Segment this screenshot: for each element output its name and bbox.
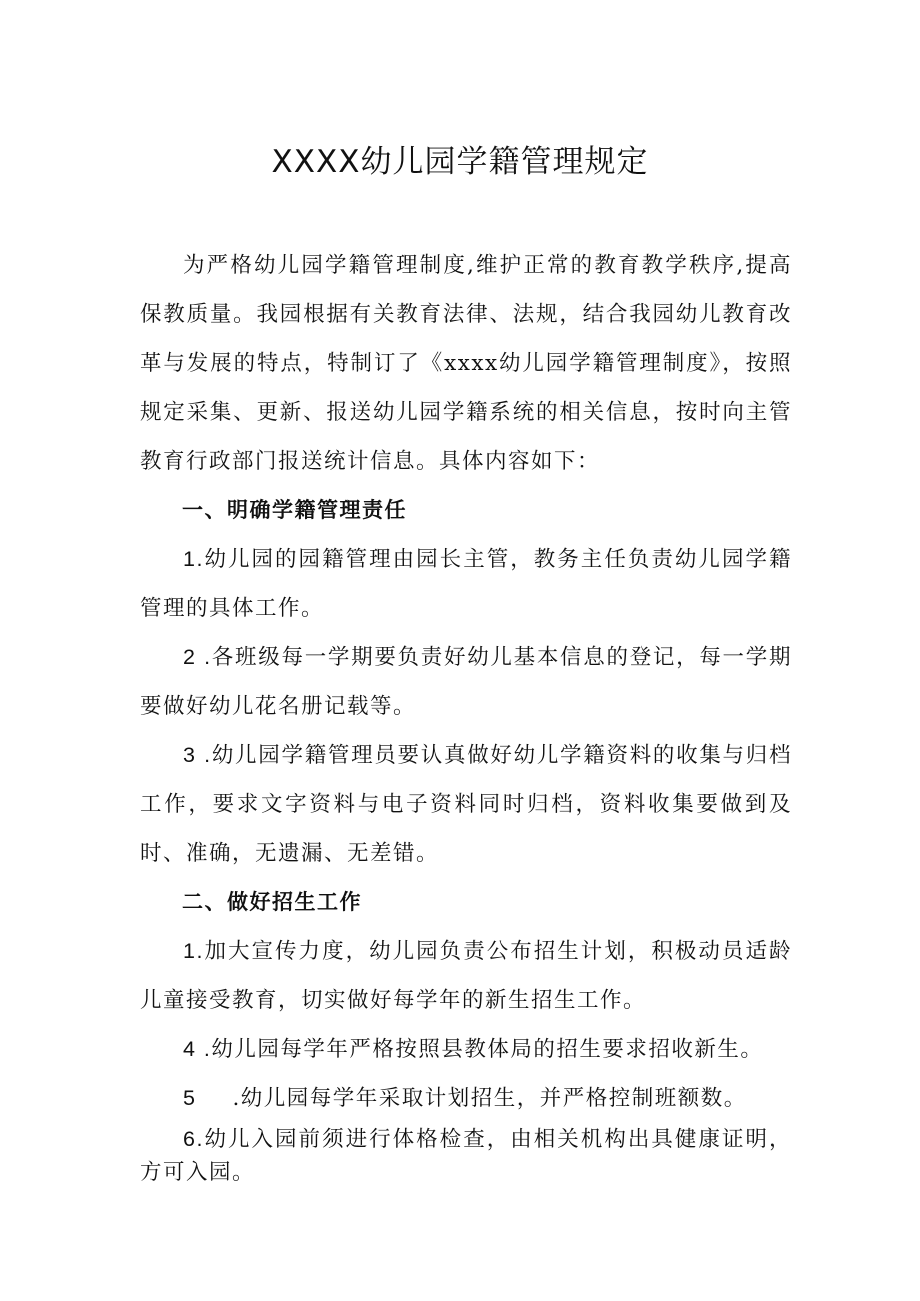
- list-item: [140, 535, 792, 633]
- item-number: 4 .: [183, 1037, 212, 1061]
- item-number: 2 .: [183, 645, 212, 669]
- item-number: 1.: [183, 939, 204, 963]
- list-item: [140, 731, 792, 878]
- list-item: [140, 1123, 792, 1189]
- item-text: 幼儿园的园籍管理由园长主管，教务主任负责幼儿园学籍管理的具体工作。: [140, 547, 792, 621]
- item-text: 加大宣传力度，幼儿园负责公布招生计划，积极动员适龄儿童接受教育，切实做好每学年的新生招生工作。: [140, 939, 792, 1013]
- list-item: [140, 633, 792, 731]
- item-number: 5: [183, 1086, 197, 1110]
- document-body: [140, 241, 792, 1189]
- item-text: .幼儿园每学年采取计划招生，并严格控制班额数。: [232, 1086, 747, 1111]
- item-number: 1.: [183, 547, 204, 571]
- section-heading-responsibility: 一、明确学籍管理责任: [182, 498, 407, 522]
- document-title: XXXX幼儿园学籍管理规定: [271, 144, 649, 180]
- item-number: 3 .: [183, 743, 212, 767]
- item-text: 幼儿园每学年严格按照县教体局的招生要求招收新生。: [211, 1037, 764, 1062]
- item-number: 6.: [183, 1127, 204, 1151]
- item-text: 幼儿园学籍管理员要认真做好幼儿学籍资料的收集与归档工作，要求文字资料与电子资料同时归档，资料收集要做到及时、准确，无遗漏、无差错。: [140, 743, 792, 866]
- list-item: [140, 1074, 792, 1123]
- item-text: 幼儿入园前须进行体格检查，由相关机构出具健康证明，方可入园。: [140, 1127, 792, 1185]
- section-heading-enrollment: 二、做好招生工作: [182, 890, 362, 914]
- intro-paragraph: 为严格幼儿园学籍管理制度,维护正常的教育教学秩序,提高保教质量。我园根据有关教育法律、法规，结合我园幼儿教育改革与发展的特点，特制订了《xxxx幼儿园学籍管理制度》，按照规定采集、更新、报送幼儿园学籍系统的相关信息，按时向主管教育行政部门报送统计信息。具体内容如下：: [140, 253, 792, 474]
- list-item: [140, 1025, 792, 1074]
- item-text: 各班级每一学期要负责好幼儿基本信息的登记，每一学期要做好幼儿花名册记载等。: [140, 645, 792, 719]
- list-item: [140, 927, 792, 1025]
